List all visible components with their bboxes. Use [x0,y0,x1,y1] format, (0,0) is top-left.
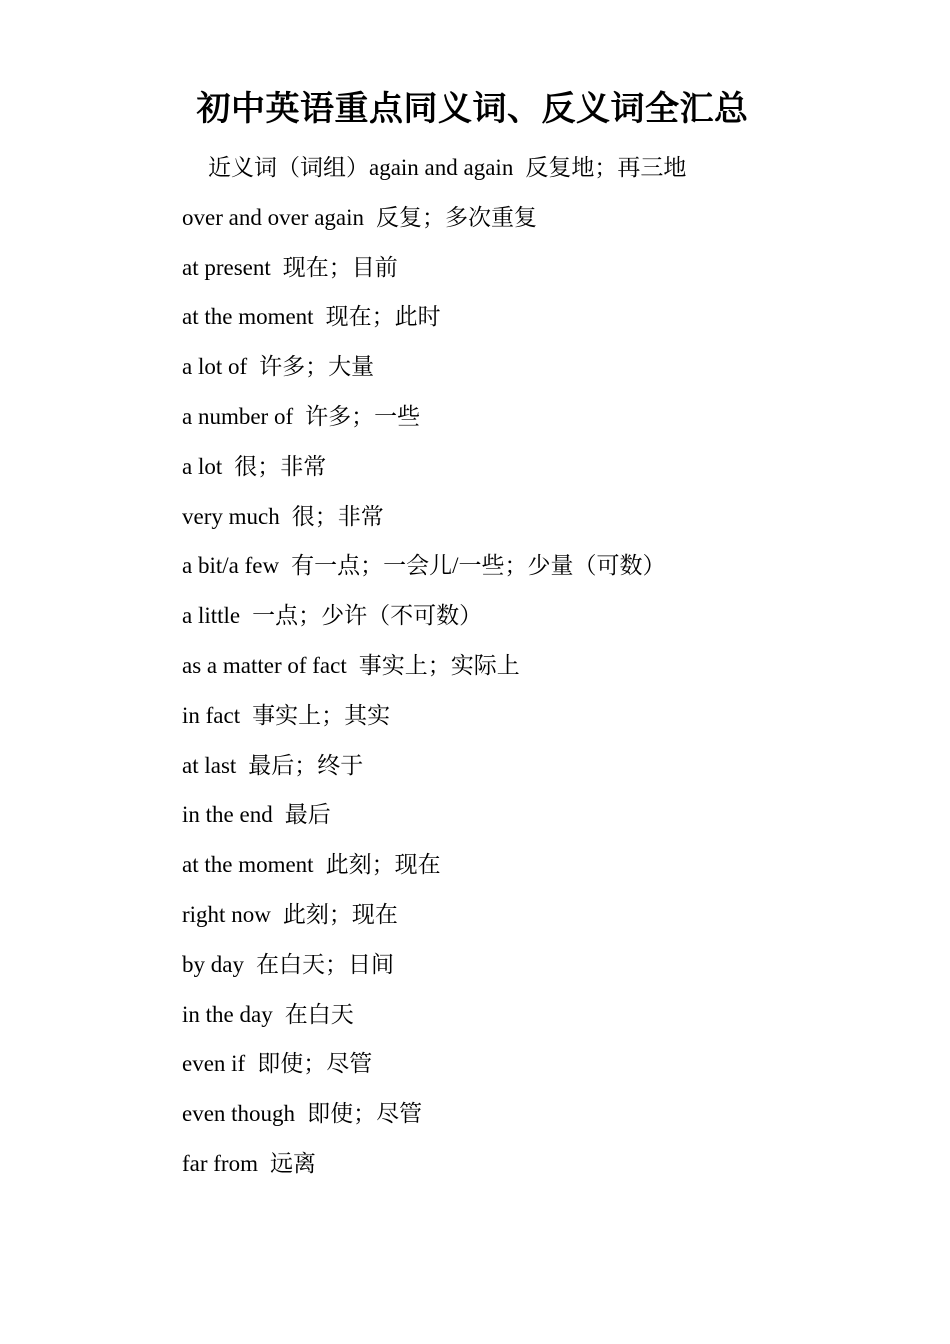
meaning: 一点；少许（不可数） [252,603,483,629]
list-item [182,995,882,1045]
list-item [182,248,882,298]
phrase: far from [182,1150,258,1176]
list-item [182,1044,882,1094]
meaning: 此刻；现在 [325,852,441,878]
list-item [182,895,882,945]
meaning: 很；非常 [234,453,327,479]
list-item [182,546,882,596]
phrase: right now [182,901,271,927]
list-item [182,696,882,746]
phrase: in fact [182,702,241,728]
list-item [182,297,882,347]
list-item [182,497,882,547]
meaning: 此刻；现在 [282,901,398,927]
phrase: a number of [182,403,294,429]
list-item [182,198,882,248]
meaning: 远离 [270,1150,316,1176]
phrase: very much [182,503,280,529]
meaning: 事实上；其实 [252,702,391,728]
phrase: a lot [182,453,223,479]
phrase: even though [182,1101,296,1127]
meaning: 有一点；一会儿/一些；少量（可数） [291,553,666,579]
phrase: at the moment [182,304,314,330]
meaning: 在白天；日间 [255,951,394,977]
list-item [182,845,882,895]
phrase: a lot of [182,354,248,380]
phrase: at last [182,752,237,778]
list-item [182,1144,882,1194]
phrase: by day [182,951,244,977]
meaning: 即使；尽管 [307,1101,423,1127]
meaning: 许多；大量 [259,354,375,380]
page-title: 初中英语重点同义词、反义词全汇总 [196,91,749,128]
list-item [182,1094,882,1144]
phrase: at the moment [182,852,314,878]
phrase: in the day [182,1001,273,1027]
list-item [182,447,882,497]
meaning: 反复；多次重复 [376,204,538,230]
list-item [182,397,882,447]
list-item [182,795,882,845]
phrase: even if [182,1051,246,1077]
list-item [182,646,882,696]
meaning: 事实上；实际上 [358,652,520,678]
vocabulary-list [182,148,882,1194]
list-item [182,746,882,796]
meaning: 最后；终于 [248,752,364,778]
list-item [182,347,882,397]
meaning: 最后 [284,802,331,828]
meaning: 现在；此时 [325,304,441,330]
phrase: as a matter of fact [182,652,347,678]
phrase: a little [182,603,241,629]
meaning: 现在；目前 [282,254,398,280]
phrase: at present [182,254,271,280]
list-item [182,945,882,995]
meaning: 反复地；再三地 [525,155,687,180]
meaning: 许多；一些 [305,403,421,429]
meaning: 很；非常 [291,503,384,529]
phrase: over and over again [182,204,365,230]
phrase: in the end [182,802,273,828]
meaning: 在白天 [284,1001,354,1027]
phrase: 近义词（词组）again and again [208,155,514,180]
list-item [182,148,882,198]
meaning: 即使；尽管 [257,1051,373,1077]
phrase: a bit/a few [182,553,280,579]
list-item [182,596,882,646]
